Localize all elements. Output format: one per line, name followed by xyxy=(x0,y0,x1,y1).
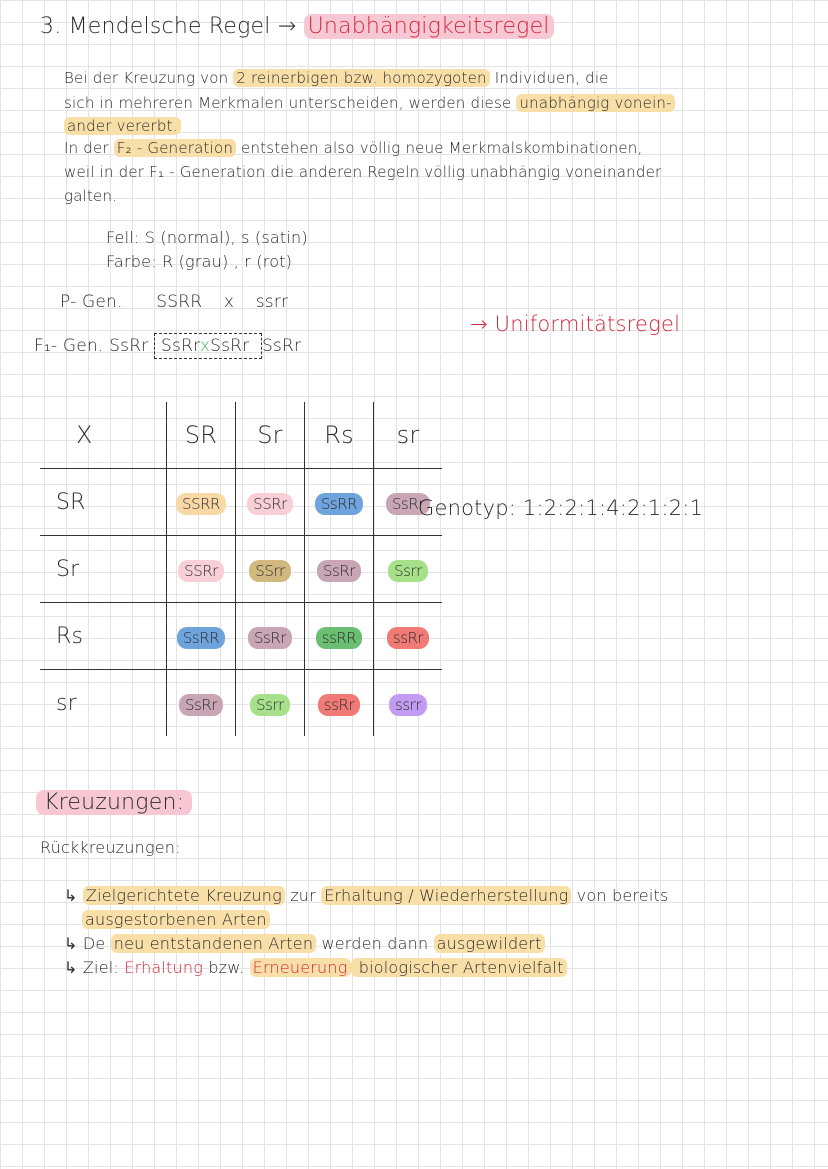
highlight: 2 reinerbigen bzw. homozygoten xyxy=(233,69,489,87)
text: sich in mehreren Merkmalen unterscheiden, werden diese xyxy=(64,94,517,112)
f1-offspring: SsRr xyxy=(261,336,302,356)
gene-fell: Fell: S (normal), s (satin) xyxy=(106,228,308,247)
text: werden dann xyxy=(316,934,434,953)
punnett-col-header: Rs xyxy=(305,402,374,469)
p-generation xyxy=(60,292,288,312)
punnett-row-header: Rs xyxy=(40,603,167,670)
cross-symbol: x xyxy=(223,292,235,312)
genotype-cell: SsRr xyxy=(386,493,430,515)
p-gen-label: P- Gen. xyxy=(60,292,123,312)
bullet-line-3 xyxy=(64,932,545,956)
genotype-cell: ssrr xyxy=(389,694,427,716)
punnett-row-header: SR xyxy=(40,469,167,536)
genotype-cell: Ssrr xyxy=(250,694,290,716)
title-highlight: Unabhängigkeitsregel xyxy=(304,14,554,39)
paragraph-line-5: weil in der F₁ - Generation die anderen Regeln völlig unabhängig voneinander xyxy=(64,163,662,181)
highlight: biologischer Artenvielfalt xyxy=(351,958,567,977)
punnett-corner: X xyxy=(40,402,167,469)
highlight: Erhaltung / Wiederherstellung xyxy=(321,886,571,905)
bullet-line-1 xyxy=(64,884,669,908)
genotype-cell: SsRr xyxy=(248,627,292,649)
text: zur xyxy=(284,886,322,905)
genotype-cell: ssRR xyxy=(316,627,362,649)
p-parent-b: ssrr xyxy=(255,292,289,312)
p-parent-a: SSRR xyxy=(156,292,203,312)
text: Bei der Kreuzung von xyxy=(64,69,234,87)
genotype-cell: SsRr xyxy=(317,560,361,582)
highlight: ausgestorbenen Arten xyxy=(82,910,270,929)
highlight: ander vererbt. xyxy=(64,117,181,135)
heading-text: Kreuzungen: xyxy=(36,790,192,815)
genotype-ratio: Genotyp: 1:2:2:1:4:2:1:2:1 xyxy=(418,496,704,520)
punnett-row xyxy=(40,670,442,737)
text: bzw. xyxy=(203,958,250,977)
highlight: ausgewildert xyxy=(434,934,545,953)
text: ↳ Ziel: xyxy=(64,958,125,977)
red-highlight: Erneuerung xyxy=(250,958,351,977)
f1-gen-label: F₁- Gen. xyxy=(34,336,104,356)
genotype-cell: ssRr xyxy=(387,627,429,649)
punnett-square xyxy=(40,402,442,736)
genotype-cell: SsRr xyxy=(179,694,223,716)
genotype-cell: SsRR xyxy=(177,627,225,649)
text: ↳ De xyxy=(64,934,111,953)
genotype-cell: SSRR xyxy=(176,493,226,515)
genotype-cell: SsRR xyxy=(315,493,363,515)
paragraph-line-6: galten. xyxy=(64,187,118,205)
f1-offspring: SsRr xyxy=(109,336,149,356)
cross-symbol: x xyxy=(199,336,211,356)
highlight: neu entstandenen Arten xyxy=(111,934,316,953)
genotype-cell: SSRr xyxy=(247,493,293,515)
bullet-line-2 xyxy=(82,908,270,932)
f1-generation xyxy=(34,336,301,356)
punnett-row xyxy=(40,536,442,603)
paragraph-line-4 xyxy=(64,136,642,161)
red-text: Erhaltung xyxy=(124,958,204,977)
punnett-col-header: SR xyxy=(167,402,236,469)
punnett-row-header: Sr xyxy=(40,536,167,603)
f1-cross-box xyxy=(154,333,262,359)
paragraph-line-2 xyxy=(64,91,675,116)
text: entstehen also völlig neue Merkmalskombinationen, xyxy=(236,139,643,157)
genotype-cell: SSRr xyxy=(178,560,224,582)
punnett-col-header: sr xyxy=(374,402,443,469)
uniformity-rule: → Uniformitätsregel xyxy=(470,312,681,336)
highlight: unabhängig vonein- xyxy=(516,94,674,112)
f1-box-parent-a: SsRr xyxy=(161,336,200,356)
genotype-cell: Ssrr xyxy=(388,560,428,582)
subheading-rueckkreuzungen: Rückkreuzungen: xyxy=(40,838,181,857)
punnett-row-header: sr xyxy=(56,690,77,716)
text: Individuen, die xyxy=(489,69,609,87)
punnett-header-row xyxy=(40,402,442,469)
punnett-row xyxy=(40,603,442,670)
page-title xyxy=(40,14,554,39)
genotype-cell: ssRr xyxy=(318,694,360,716)
highlight: Zielgerichtete Kreuzung xyxy=(83,886,285,905)
f1-box-parent-b: SsRr xyxy=(210,336,250,356)
bullet-line-4 xyxy=(64,956,567,980)
genotype-cell: SSrr xyxy=(249,560,290,582)
punnett-row xyxy=(40,469,442,536)
section-heading-kreuzungen xyxy=(36,790,192,815)
paragraph-line-1 xyxy=(64,66,609,91)
arrow-icon: ↳ xyxy=(64,886,83,905)
title-prefix: 3. Mendelsche Regel → xyxy=(40,14,297,39)
punnett-col-header: Sr xyxy=(236,402,305,469)
gene-farbe: Farbe: R (grau) , r (rot) xyxy=(106,252,293,271)
text: von bereits xyxy=(571,886,669,905)
highlight: F₂ - Generation xyxy=(114,139,236,157)
text: In der xyxy=(64,139,114,157)
